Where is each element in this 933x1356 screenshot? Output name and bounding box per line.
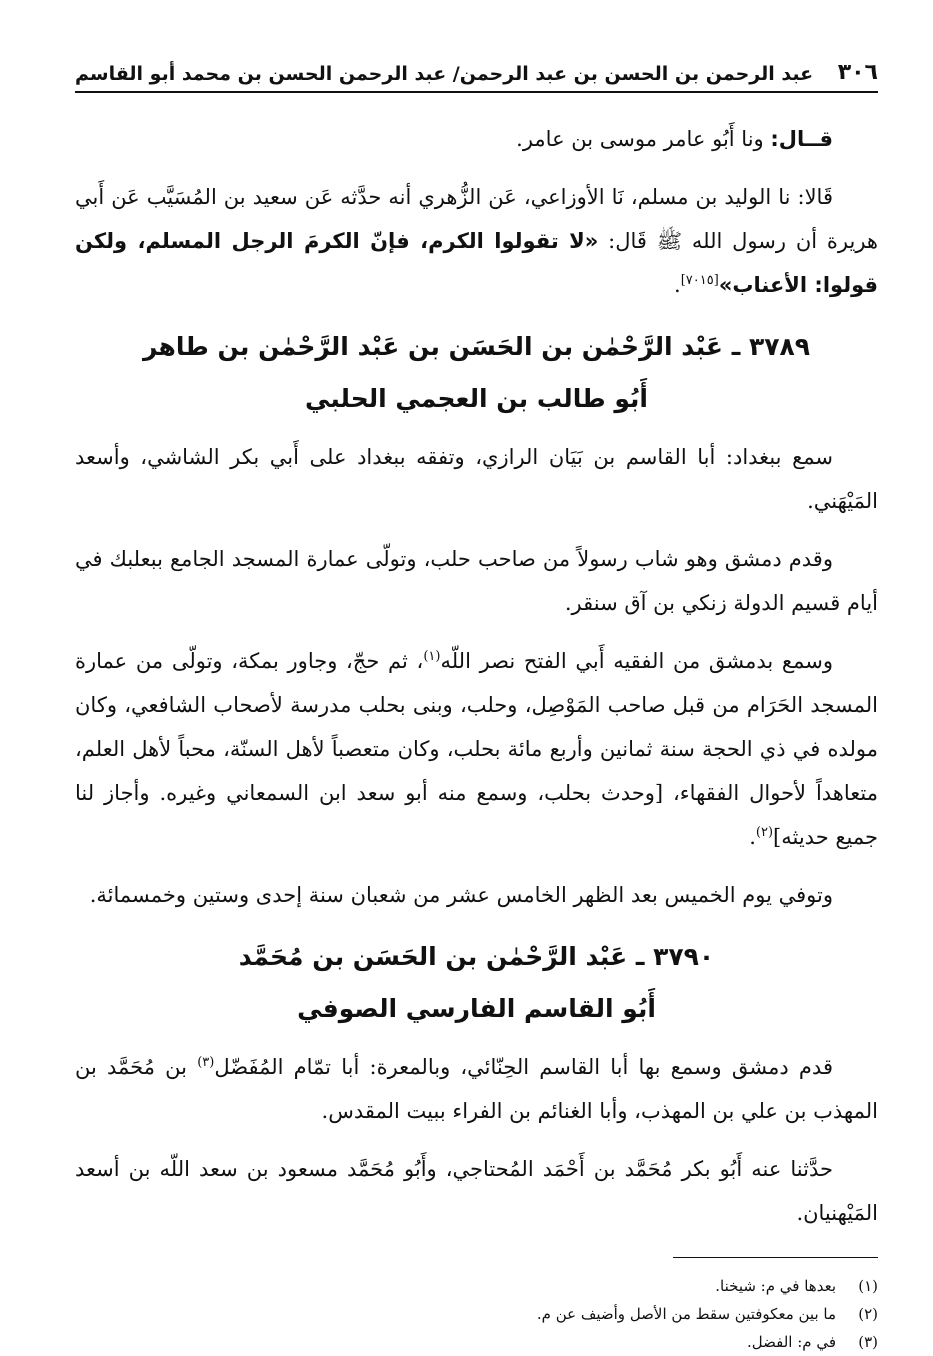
footnote-ref: (٣): [197, 1055, 215, 1070]
hadith-quote: «لا تقولوا الكرم، فإنّ الكرمَ الرجل المسلم، ولكن قولوا: الأعناب»: [75, 229, 878, 297]
footnotes: [75, 1272, 878, 1356]
footnote-ref: (١): [423, 649, 441, 664]
footnote: [75, 1272, 878, 1300]
paragraph: [75, 117, 878, 161]
footnote-number: (٣): [858, 1333, 878, 1351]
footnote-ref: (٢): [755, 825, 774, 840]
entry-heading-3790: [75, 931, 878, 1035]
paragraph-text: قدم دمشق وسمع بها أبا القاسم الحِنّائي، وبالمعرة: أبا تمّام المُفَضّل: [214, 1055, 833, 1079]
running-title: عبد الرحمن بن الحسن بن عبد الرحمن/ عبد الرحمن الحسن بن محمد أبو القاسم: [75, 63, 814, 85]
paragraph-text: قَالا: نا الوليد بن مسلم، نَا الأوزاعي، عَن الزُّهري أنه حدَّثه عَن سعيد بن المُسَيَّب عَن أَبي هريرة أن رسول الله ﷺ قَال:: [75, 185, 878, 253]
footnote-text: بعدها في م: شيخنا.: [715, 1277, 836, 1295]
entry-heading-line2: أَبُو القاسم الفارسي الصوفي: [297, 994, 656, 1023]
paragraph-end: .: [749, 825, 756, 849]
hadith-reference: [٧٠١٥]: [680, 273, 719, 288]
entry-heading-line2: أَبُو طالب بن العجمي الحلبي: [305, 384, 648, 413]
footnote-number: (١): [858, 1277, 878, 1295]
paragraph-end: .: [674, 273, 681, 297]
page-header: [75, 60, 878, 93]
footnote-text: ما بين معكوفتين سقط من الأصل وأضيف عن م.: [536, 1305, 836, 1323]
paragraph-text: ونا أَبُو عامر موسى بن عامر.: [516, 127, 771, 151]
entry-heading-line1: ٣٧٩٠ ـ عَبْد الرَّحْمٰن بن الحَسَن بن مُحَمَّد: [238, 942, 715, 971]
entry-heading-3789: [75, 321, 878, 425]
paragraph-text: وسمع بدمشق من الفقيه أَبي الفتح نصر اللّه: [440, 649, 833, 673]
page: [75, 60, 878, 1356]
paragraph: [75, 175, 878, 307]
footnote: [75, 1328, 878, 1356]
footnote-number: (٢): [858, 1305, 878, 1323]
paragraph-lead: قــال:: [770, 127, 833, 151]
paragraph: [75, 1045, 878, 1133]
footnote-divider: [673, 1257, 878, 1258]
paragraph-text: بن مُحَمَّد بن المهذب بن علي بن المهذب، وأبا الغنائم بن الفراء ببيت المقدس.: [75, 1055, 878, 1123]
paragraph: [75, 639, 878, 859]
footnote-text: في م: الفضل.: [746, 1333, 836, 1351]
paragraph-text: ، ثم حجّ، وجاور بمكة، وتولّى من عمارة المسجد الحَرَام من قبل صاحب المَوْصِل، وحلب، وبنى بحلب مدرسة لأصحاب الشافعي، وكان مولده في ذي الحجة سنة ثمانين وأربع مائة بحلب، وكان متعصباً لأهل السنّة، محباً لأهل العلم، متعاهداً لأحوال الفقهاء، [وحدث بحلب، وسمع منه أبو سعد ابن السمعاني وغيره. وأجاز لنا جميع حديثه]: [75, 649, 878, 849]
paragraph: حدَّثنا عنه أَبُو بكر مُحَمَّد بن أَحْمَد المُحتاجي، وأَبُو مُحَمَّد مسعود بن سعد اللّه بن أسعد المَيْهنيان.: [75, 1157, 878, 1225]
page-number: ٣٠٦: [837, 60, 878, 85]
entry-heading-line1: ٣٧٨٩ ـ عَبْد الرَّحْمٰن بن الحَسَن بن عَبْد الرَّحْمٰن بن طاهر: [142, 332, 811, 361]
page-body: [75, 117, 878, 1356]
paragraph: سمع ببغداد: أبا القاسم بن بَيَان الرازي، وتفقه ببغداد على أَبي بكر الشاشي، وأسعد المَيْهَني.: [75, 445, 878, 513]
paragraph: وقدم دمشق وهو شاب رسولاً من صاحب حلب، وتولّى عمارة المسجد الجامع ببعلبك في أيام قسيم الدولة زنكي بن آق سنقر.: [75, 547, 878, 615]
paragraph: وتوفي يوم الخميس بعد الظهر الخامس عشر من شعبان سنة إحدى وستين وخمسمائة.: [89, 883, 833, 907]
footnote: [75, 1300, 878, 1328]
